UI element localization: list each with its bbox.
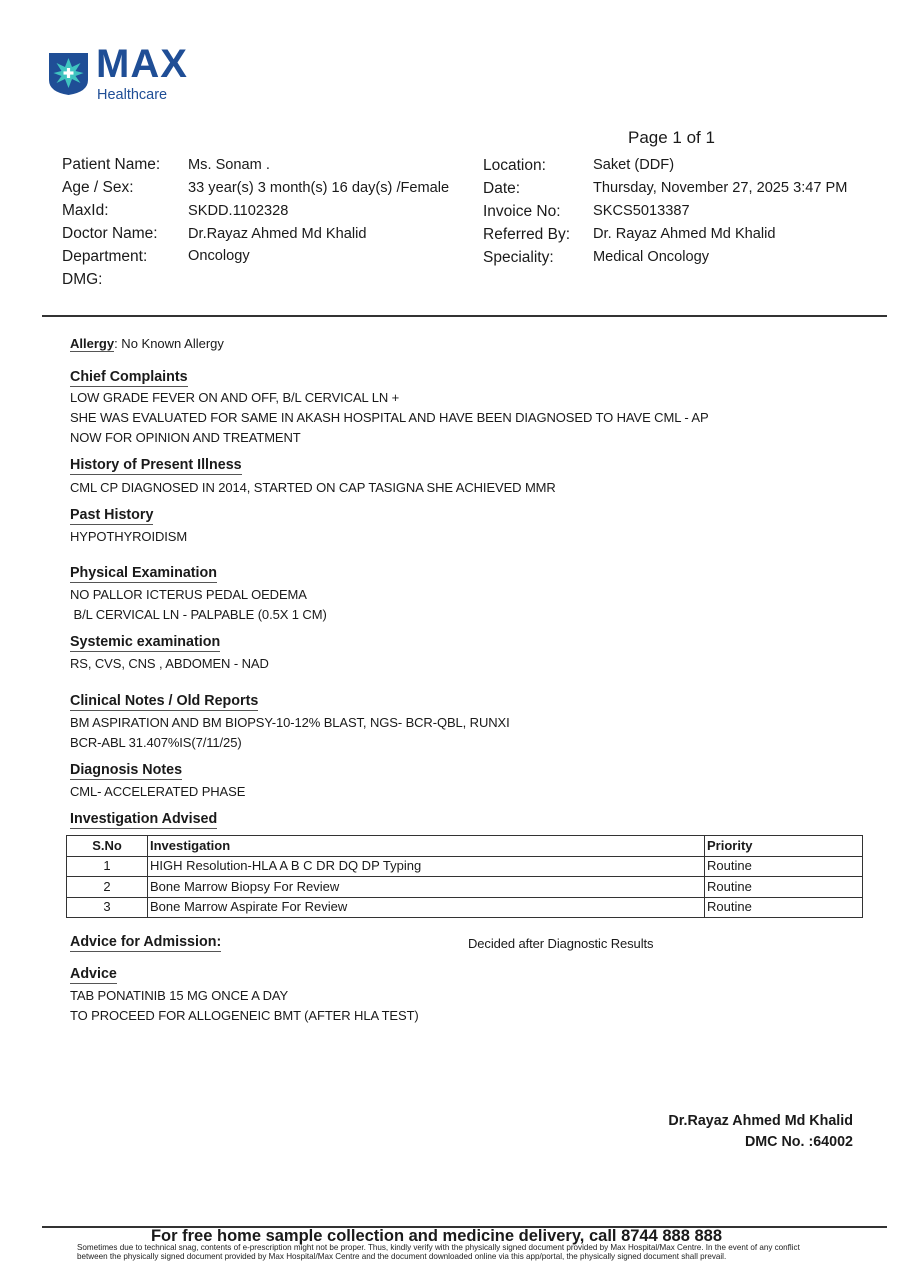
- signature-dmc-number: DMC No. :64002: [744, 1134, 853, 1150]
- brand-subtitle: Healthcare: [97, 87, 168, 103]
- past-history-heading: Past History: [70, 507, 154, 523]
- column-header-investigation: Investigation: [148, 836, 705, 857]
- table-header-row: [67, 836, 863, 857]
- footer-disclaimer: Sometimes due to technical snag, contents of e-prescription might not be proper. Thus, kindly verify with the physically signed document provided by Max Hospital/Max Centre. In the event of any conflict between the physically signed document provided by Max Hospital/Max Centre and the document downloaded online via this app/portal, the physically signed document shall prevail.: [77, 1243, 800, 1261]
- advice-heading: Advice: [70, 966, 117, 982]
- clinical-notes-heading: Clinical Notes / Old Reports: [70, 693, 259, 709]
- history-present-illness-line: CML CP DIAGNOSED IN 2014, STARTED ON CAP TASIGNA SHE ACHIEVED MMR: [70, 480, 556, 495]
- department-value: Oncology: [188, 248, 250, 264]
- systemic-examination-line: RS, CVS, CNS , ABDOMEN - NAD: [70, 656, 269, 671]
- cell-investigation: Bone Marrow Aspirate For Review: [148, 897, 705, 918]
- clinical-notes-line: BCR-ABL 31.407%IS(7/11/25): [70, 735, 242, 750]
- date-value: Thursday, November 27, 2025 3:47 PM: [593, 180, 848, 196]
- systemic-examination-heading: Systemic examination: [70, 634, 221, 650]
- chief-complaints-line: LOW GRADE FEVER ON AND OFF, B/L CERVICAL LN +: [70, 390, 400, 405]
- patient-name-value: Ms. Sonam .: [188, 157, 270, 173]
- doctor-name-label: Doctor Name:: [62, 225, 158, 242]
- invoice-value: SKCS5013387: [593, 203, 690, 219]
- chief-complaints-line: NOW FOR OPINION AND TREATMENT: [70, 430, 301, 445]
- invoice-label: Invoice No:: [483, 203, 561, 220]
- referred-by-value: Dr. Rayaz Ahmed Md Khalid: [593, 226, 776, 242]
- referred-by-label: Referred By:: [483, 226, 571, 243]
- physical-examination-line: B/L CERVICAL LN - PALPABLE (0.5X 1 CM): [70, 607, 327, 622]
- clinical-notes-line: BM ASPIRATION AND BM BIOPSY-10-12% BLAST, NGS- BCR-QBL, RUNXI: [70, 715, 510, 730]
- cell-investigation: HIGH Resolution-HLA A B C DR DQ DP Typing: [148, 856, 705, 877]
- physical-examination-line: NO PALLOR ICTERUS PEDAL OEDEMA: [70, 587, 307, 602]
- maxid-value: SKDD.1102328: [188, 203, 289, 219]
- advice-for-admission-value: Decided after Diagnostic Results: [468, 936, 654, 951]
- physical-examination-heading: Physical Examination: [70, 565, 217, 581]
- department-label: Department:: [62, 248, 148, 265]
- allergy-line: [70, 336, 224, 352]
- page-indicator: Page 1 of 1: [628, 128, 715, 147]
- allergy-value: : No Known Allergy: [114, 336, 224, 351]
- cell-sno: 3: [67, 897, 148, 918]
- column-header-priority: Priority: [705, 836, 863, 857]
- cell-priority: Routine: [705, 897, 863, 918]
- table-row: [67, 897, 863, 918]
- age-sex-value: 33 year(s) 3 month(s) 16 day(s) /Female: [188, 180, 450, 196]
- investigation-advised-heading: Investigation Advised: [70, 811, 218, 827]
- cell-sno: 1: [67, 856, 148, 877]
- cell-investigation: Bone Marrow Biopsy For Review: [148, 877, 705, 898]
- maxid-label: MaxId:: [62, 202, 109, 219]
- past-history-line: HYPOTHYROIDISM: [70, 529, 188, 544]
- speciality-value: Medical Oncology: [593, 249, 709, 265]
- age-sex-label: Age / Sex:: [62, 179, 134, 196]
- diagnosis-notes-line: CML- ACCELERATED PHASE: [70, 784, 246, 799]
- brand-name: MAX: [96, 42, 188, 86]
- patient-name-label: Patient Name:: [62, 156, 161, 173]
- header-divider: [42, 315, 887, 317]
- speciality-label: Speciality:: [483, 249, 554, 266]
- diagnosis-notes-heading: Diagnosis Notes: [70, 762, 183, 778]
- advice-line: TO PROCEED FOR ALLOGENEIC BMT (AFTER HLA TEST): [70, 1008, 419, 1023]
- history-present-illness-heading: History of Present Illness: [70, 457, 242, 473]
- table-row: [67, 856, 863, 877]
- dmg-label: DMG:: [62, 271, 103, 288]
- location-label: Location:: [483, 157, 546, 174]
- chief-complaints-line: SHE WAS EVALUATED FOR SAME IN AKASH HOSPITAL AND HAVE BEEN DIAGNOSED TO HAVE CML - AP: [70, 410, 709, 425]
- location-value: Saket (DDF): [593, 157, 675, 173]
- cell-priority: Routine: [705, 877, 863, 898]
- allergy-label: Allergy: [70, 336, 115, 351]
- footer-promo-text: For free home sample collection and medicine delivery, call 8744 888 888: [150, 1227, 723, 1245]
- cell-priority: Routine: [705, 856, 863, 877]
- column-header-sno: S.No: [67, 836, 148, 857]
- date-label: Date:: [483, 180, 521, 197]
- chief-complaints-heading: Chief Complaints: [70, 369, 188, 385]
- signature-doctor-name: Dr.Rayaz Ahmed Md Khalid: [668, 1113, 853, 1129]
- doctor-name-value: Dr.Rayaz Ahmed Md Khalid: [188, 226, 367, 242]
- star-shield-icon: [48, 52, 89, 96]
- advice-for-admission-heading: Advice for Admission:: [70, 934, 222, 950]
- investigation-table: [66, 835, 863, 918]
- advice-line: TAB PONATINIB 15 MG ONCE A DAY: [70, 988, 289, 1003]
- cell-sno: 2: [67, 877, 148, 898]
- table-row: [67, 877, 863, 898]
